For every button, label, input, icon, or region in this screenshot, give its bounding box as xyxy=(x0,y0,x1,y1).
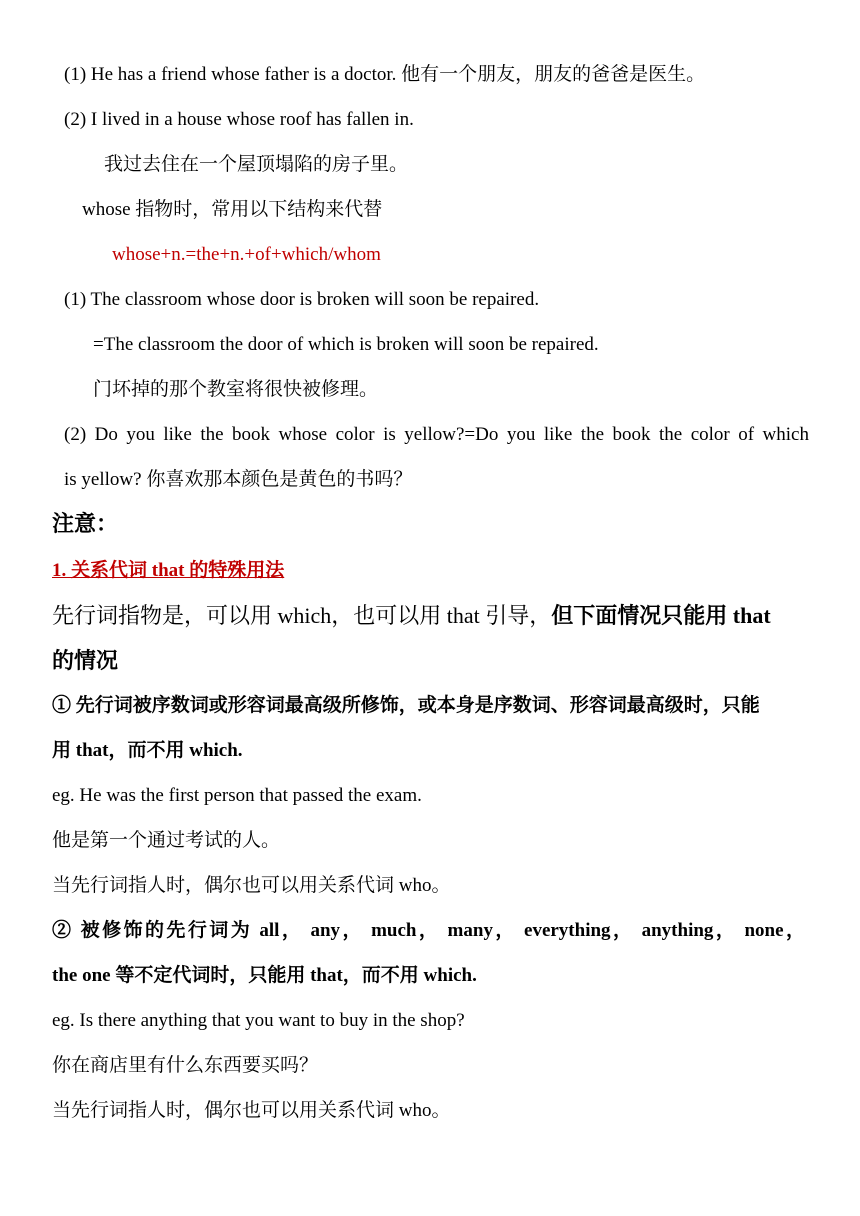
example-whose-2: (2) I lived in a house whose roof has fallen in. xyxy=(64,109,414,130)
rule-1-line-2: 用 that，而不用 which. xyxy=(52,740,243,761)
example-book-cont: is yellow? 你喜欢那本颜色是黄色的书吗？ xyxy=(64,469,413,490)
intro-line-2: 的情况 xyxy=(52,648,119,673)
section-1-title: 1. 关系代词 that 的特殊用法 xyxy=(52,560,285,581)
example-classroom: (1) The classroom whose door is broken will soon be repaired. xyxy=(64,289,540,310)
note-2: 当先行词指人时，偶尔也可以用关系代词 who。 xyxy=(52,1100,451,1121)
example-whose-1: (1) He has a friend whose father is a doctor. 他有一个朋友，朋友的爸爸是医生。 xyxy=(64,64,706,85)
note-1: 当先行词指人时，偶尔也可以用关系代词 who。 xyxy=(52,875,451,896)
whose-thing-note: whose 指物时，常用以下结构来代替 xyxy=(82,199,383,220)
whose-structure-formula: whose+n.=the+n.+of+which/whom xyxy=(112,244,381,265)
example-2-chinese: 你在商店里有什么东西要买吗？ xyxy=(52,1055,319,1076)
example-book: (2) Do you like the book whose color is yellow?=Do you like the book the color of which xyxy=(64,424,809,445)
example-2-english: eg. Is there anything that you want to buy in the shop? xyxy=(52,1010,465,1031)
example-1-chinese: 他是第一个通过考试的人。 xyxy=(52,830,281,851)
intro-bold-text: 但下面情况只能用 that xyxy=(551,603,771,628)
example-classroom-translation: 门坏掉的那个教室将很快被修理。 xyxy=(93,379,379,400)
example-1-english: eg. He was the first person that passed the exam. xyxy=(52,785,422,806)
rule-2-line-1: ② 被修饰的先行词为 all， any， much， many， everything， anything， none， xyxy=(52,920,805,941)
rule-1-line-1: ① 先行词被序数词或形容词最高级所修饰，或本身是序数词、形容词最高级时，只能 xyxy=(52,695,760,716)
intro-line-1 xyxy=(52,600,771,632)
example-whose-2-translation: 我过去住在一个屋顶塌陷的房子里。 xyxy=(104,154,409,175)
rule-2-line-2: the one 等不定代词时，只能用 that，而不用 which. xyxy=(52,965,477,986)
example-classroom-alt: =The classroom the door of which is broken will soon be repaired. xyxy=(93,334,599,355)
intro-normal-text: 先行词指物是，可以用 which，也可以用 that 引导， xyxy=(52,603,552,628)
notice-heading: 注意： xyxy=(52,512,119,537)
